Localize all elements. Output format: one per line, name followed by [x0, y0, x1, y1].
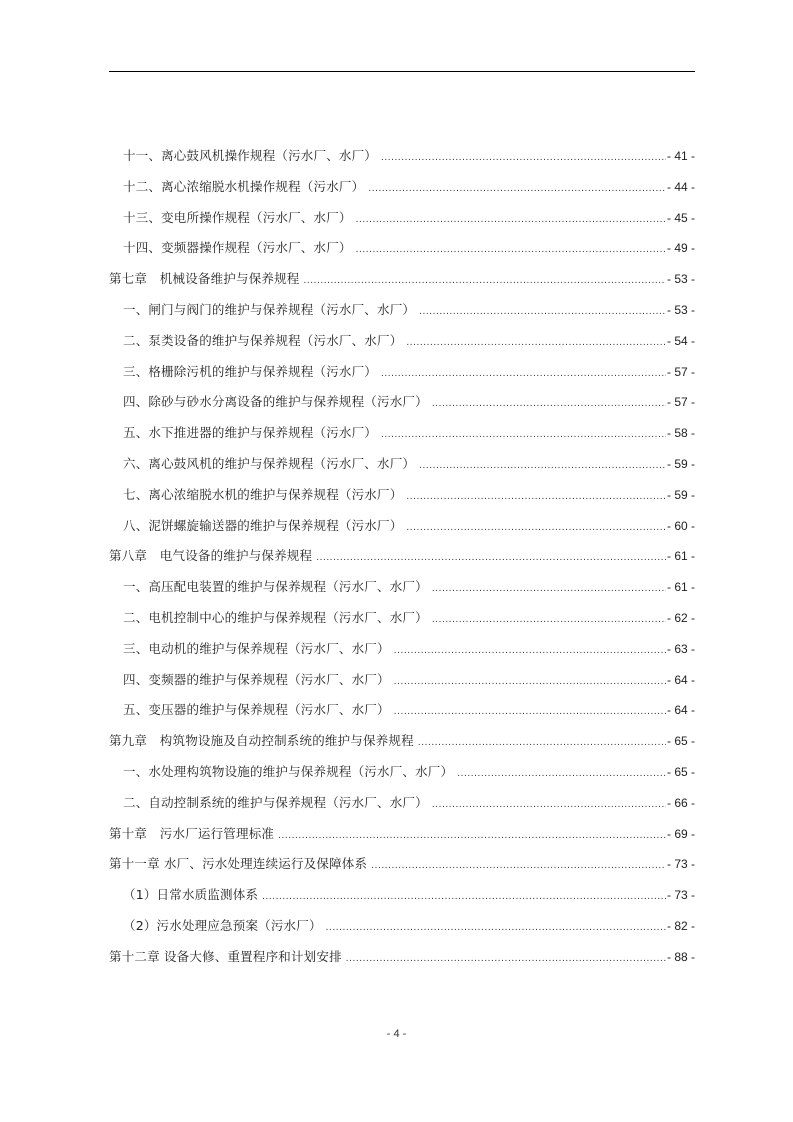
toc-entry-page: - 57 -: [666, 364, 695, 379]
toc-entry-title: 第七章 机械设备维护与保养规程: [109, 271, 300, 287]
dot-leader: [394, 640, 666, 662]
toc-entry-title: 第九章 构筑物设施及自动控制系统的维护与保养规程: [109, 733, 414, 749]
dot-leader: [356, 209, 666, 231]
toc-chapter-entry[interactable]: [109, 853, 695, 884]
toc-section-entry[interactable]: [109, 638, 695, 669]
dot-leader: [278, 825, 666, 847]
dot-leader: [419, 301, 666, 323]
toc-entry-title: 三、格栅除污机的维护与保养规程（污水厂）: [123, 363, 378, 379]
dot-leader: [406, 486, 666, 508]
page-number: - 4 -: [386, 1028, 407, 1040]
toc-entry-title: 四、变频器的维护与保养规程（污水厂、水厂）: [123, 671, 390, 687]
toc-entry-title: 一、闸门与阀门的维护与保养规程（污水厂、水厂）: [123, 301, 416, 317]
toc-entry-title: 五、变压器的维护与保养规程（污水厂、水厂）: [123, 702, 390, 718]
toc-entry-title: 十二、离心浓缩脱水机操作规程（污水厂）: [123, 178, 365, 194]
toc-section-entry[interactable]: [109, 484, 695, 515]
toc-entry-title: 八、泥饼螺旋输送器的维护与保养规程（污水厂）: [123, 517, 403, 533]
toc-entry-page: - 64 -: [666, 672, 695, 687]
toc-entry-page: - 57 -: [666, 395, 695, 410]
toc-entry-page: - 44 -: [666, 179, 695, 194]
toc-section-entry[interactable]: [109, 237, 695, 268]
dot-leader: [326, 917, 666, 939]
toc-entry-title: 五、水下推进器的维护与保养规程（污水厂）: [123, 425, 378, 441]
dot-leader: [371, 855, 666, 877]
toc-entry-title: 一、高压配电装置的维护与保养规程（污水厂、水厂）: [123, 579, 428, 595]
dot-leader: [394, 701, 666, 723]
toc-entry-page: - 49 -: [666, 241, 695, 256]
toc-entry-page: - 53 -: [666, 272, 695, 287]
toc-section-entry[interactable]: [109, 361, 695, 392]
toc-entry-title: 六、离心鼓风机的维护与保养规程（污水厂、水厂）: [123, 455, 416, 471]
toc-entry-page: - 65 -: [666, 734, 695, 749]
toc-entry-page: - 53 -: [666, 302, 695, 317]
dot-leader: [418, 732, 666, 754]
toc-entry-page: - 61 -: [666, 580, 695, 595]
toc-chapter-entry[interactable]: [109, 823, 695, 854]
toc-entry-title: 第八章 电气设备的维护与保养规程: [109, 548, 313, 564]
toc-section-entry[interactable]: [109, 299, 695, 330]
toc-entry-page: - 54 -: [666, 333, 695, 348]
toc-entry-title: 第十章 污水厂运行管理标准: [109, 825, 275, 841]
dot-leader: [381, 147, 666, 169]
toc-entry-page: - 41 -: [666, 149, 695, 163]
dot-leader: [394, 671, 666, 693]
toc-section-entry[interactable]: [109, 391, 695, 422]
toc-entry-title: 十三、变电所操作规程（污水厂、水厂）: [123, 209, 352, 225]
dot-leader: [419, 455, 666, 477]
toc-entry-page: - 58 -: [666, 426, 695, 441]
table-of-contents: [109, 145, 695, 977]
toc-section-entry[interactable]: [109, 699, 695, 730]
toc-entry-page: - 88 -: [666, 949, 695, 964]
dot-leader: [304, 270, 666, 292]
dot-leader: [406, 332, 666, 354]
toc-entry-title: 十一、离心鼓风机操作规程（污水厂、水厂）: [123, 148, 378, 163]
toc-section-entry[interactable]: [109, 515, 695, 546]
toc-entry-page: - 64 -: [666, 703, 695, 718]
toc-entry-page: - 63 -: [666, 641, 695, 656]
header-rule: [109, 71, 695, 72]
toc-entry-page: - 69 -: [666, 826, 695, 841]
toc-entry-title: 第十二章 设备大修、重置程序和计划安排: [109, 948, 342, 964]
dot-leader: [262, 886, 666, 908]
toc-entry-title: 二、自动控制系统的维护与保养规程（污水厂、水厂）: [123, 794, 428, 810]
toc-entry-title: 三、电动机的维护与保养规程（污水厂、水厂）: [123, 640, 390, 656]
toc-section-entry[interactable]: [109, 176, 695, 207]
toc-entry-page: - 45 -: [666, 210, 695, 225]
toc-section-entry[interactable]: [109, 915, 695, 946]
toc-section-entry[interactable]: [109, 669, 695, 700]
dot-leader: [406, 517, 666, 539]
toc-entry-page: - 82 -: [666, 918, 695, 933]
toc-entry-page: - 60 -: [666, 518, 695, 533]
dot-leader: [381, 424, 666, 446]
dot-leader: [356, 239, 666, 261]
toc-chapter-entry[interactable]: [109, 730, 695, 761]
dot-leader: [432, 794, 666, 816]
dot-leader: [316, 547, 666, 569]
dot-leader: [432, 609, 666, 631]
toc-entry-page: - 65 -: [666, 764, 695, 779]
toc-section-entry[interactable]: [109, 884, 695, 915]
toc-entry-page: - 61 -: [666, 549, 695, 564]
dot-leader: [368, 178, 666, 200]
toc-entry-page: - 59 -: [666, 456, 695, 471]
toc-section-entry[interactable]: [109, 576, 695, 607]
toc-chapter-entry[interactable]: [109, 946, 695, 977]
toc-chapter-entry[interactable]: [109, 268, 695, 299]
toc-entry-page: - 59 -: [666, 487, 695, 502]
toc-entry-title: 第十一章 水厂、污水处理连续运行及保障体系: [109, 856, 368, 872]
toc-entry-page: - 62 -: [666, 610, 695, 625]
toc-section-entry[interactable]: [109, 792, 695, 823]
toc-entry-title: 七、离心浓缩脱水机的维护与保养规程（污水厂）: [123, 486, 403, 502]
toc-section-entry[interactable]: [109, 761, 695, 792]
toc-entry-page: - 73 -: [666, 888, 695, 903]
toc-section-entry[interactable]: [109, 330, 695, 361]
dot-leader: [432, 578, 666, 600]
toc-entry-title: 十四、变频器操作规程（污水厂、水厂）: [123, 240, 352, 256]
toc-entry-title: 四、除砂与砂水分离设备的维护与保养规程（污水厂）: [123, 394, 428, 410]
toc-section-entry[interactable]: [109, 207, 695, 238]
dot-leader: [432, 393, 666, 415]
dot-leader: [457, 763, 666, 785]
toc-chapter-entry[interactable]: [109, 545, 695, 576]
toc-entry-page: - 73 -: [666, 857, 695, 872]
toc-entry-title: 二、电机控制中心的维护与保养规程（污水厂、水厂）: [123, 609, 428, 625]
toc-section-entry[interactable]: [109, 145, 695, 176]
toc-entry-page: - 66 -: [666, 795, 695, 810]
toc-entry-title: 一、水处理构筑物设施的维护与保养规程（污水厂、水厂）: [123, 763, 454, 779]
toc-section-entry[interactable]: [109, 607, 695, 638]
toc-entry-title: 二、泵类设备的维护与保养规程（污水厂、水厂）: [123, 332, 403, 348]
dot-leader: [381, 363, 666, 385]
dot-leader: [346, 948, 666, 970]
toc-entry-title: （1）日常水质监测体系: [123, 887, 259, 903]
toc-entry-title: （2）污水处理应急预案（污水厂）: [123, 917, 322, 933]
toc-section-entry[interactable]: [109, 453, 695, 484]
toc-section-entry[interactable]: [109, 422, 695, 453]
